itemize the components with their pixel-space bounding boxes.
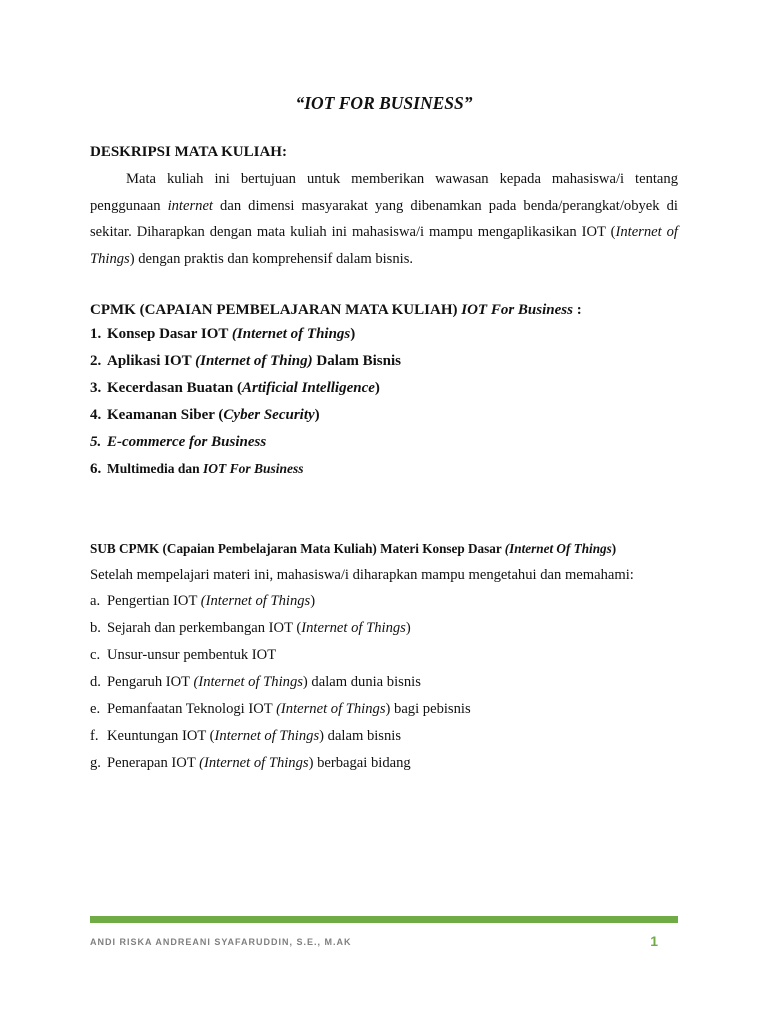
sub-cpmk-item-letter: a. <box>90 593 101 609</box>
cpmk-item <box>90 407 401 434</box>
sub-cpmk-intro: Setelah mempelajari materi ini, mahasiswa/i diharapkan mampu mengetahui dan memahami: <box>90 567 634 583</box>
sub-cpmk-item-text: Sejarah dan perkembangan IOT (Internet of Things) <box>107 620 411 636</box>
cpmk-item-text: Konsep Dasar IOT (Internet of Things) <box>107 326 356 342</box>
sub-cpmk-item-text: Keuntungan IOT (Internet of Things) dalam bisnis <box>107 728 402 744</box>
sub-cpmk-item-text: Pengaruh IOT (Internet of Things) dalam dunia bisnis <box>107 674 421 690</box>
sub-cpmk-item <box>90 647 471 674</box>
sub-cpmk-item <box>90 620 471 647</box>
sub-cpmk-heading <box>90 541 616 557</box>
cpmk-list <box>90 326 401 488</box>
cpmk-heading <box>90 302 582 319</box>
deskripsi-text-2: dan dimensi masyarakat yang dibenamkan pada benda/perangkat/obyek di sekitar. Diharapkan dengan mata kuliah ini mahasiswa/i mampu mengaplikasikan IOT ( <box>90 197 678 241</box>
sub-cpmk-item-text: Pemanfaatan Teknologi IOT (Internet of Things) bagi pebisnis <box>107 701 471 717</box>
sub-cpmk-item-letter: b. <box>90 620 101 636</box>
cpmk-heading-italic: IOT For Business <box>461 302 573 318</box>
footer-divider <box>90 916 678 923</box>
cpmk-item-text: Kecerdasan Buatan (Artificial Intelligence) <box>107 380 380 396</box>
cpmk-item-number: 6. <box>90 461 102 477</box>
cpmk-item-text: Multimedia dan IOT For Business <box>107 461 304 476</box>
sub-cpmk-item-letter: e. <box>90 701 101 717</box>
cpmk-item-number: 4. <box>90 407 102 423</box>
deskripsi-italic-1: internet <box>167 197 213 214</box>
sub-cpmk-heading-italic: (Internet Of Things <box>504 541 612 556</box>
cpmk-item-text: Aplikasi IOT (Internet of Thing) Dalam Bisnis <box>107 353 401 369</box>
cpmk-item <box>90 434 401 461</box>
deskripsi-italic-2: Internet of Things <box>90 224 678 267</box>
deskripsi-text-1: Mata kuliah ini bertujuan untuk memberikan wawasan kepada mahasiswa/i tentang penggunaan <box>90 171 678 214</box>
sub-cpmk-item-letter: g. <box>90 755 101 771</box>
sub-cpmk-item-text: Penerapan IOT (Internet of Things) berbagai bidang <box>107 755 411 771</box>
sub-cpmk-item <box>90 755 471 782</box>
cpmk-item-number: 2. <box>90 353 102 369</box>
deskripsi-paragraph <box>90 166 678 272</box>
sub-cpmk-item-letter: c. <box>90 647 101 663</box>
cpmk-item-number: 1. <box>90 326 102 342</box>
sub-cpmk-item-letter: f. <box>90 728 99 744</box>
cpmk-item-number: 5. <box>90 434 102 450</box>
sub-cpmk-item <box>90 593 471 620</box>
page-number: 1 <box>650 933 658 949</box>
sub-cpmk-item <box>90 674 471 701</box>
footer-author: ANDI RISKA ANDREANI SYAFARUDDIN, S.E., M.AK <box>90 937 352 947</box>
cpmk-item <box>90 380 401 407</box>
document-title: “IOT FOR BUSINESS” <box>295 93 473 113</box>
deskripsi-text-3: ) dengan praktis dan komprehensif dalam bisnis. <box>129 250 414 267</box>
sub-cpmk-list <box>90 593 471 782</box>
cpmk-heading-text: CPMK (CAPAIAN PEMBELAJARAN MATA KULIAH) <box>90 302 462 318</box>
sub-cpmk-item <box>90 728 471 755</box>
sub-cpmk-heading-suffix: ) <box>611 541 617 556</box>
sub-cpmk-item-text: Unsur-unsur pembentuk IOT <box>107 647 277 663</box>
sub-cpmk-heading-text: SUB CPMK (Capaian Pembelajaran Mata Kuliah) Materi Konsep Dasar <box>90 541 505 556</box>
cpmk-item-text: E-commerce for Business <box>107 434 267 450</box>
cpmk-heading-suffix: : <box>572 302 582 318</box>
sub-cpmk-item <box>90 701 471 728</box>
sub-cpmk-item-letter: d. <box>90 674 101 690</box>
cpmk-item <box>90 326 401 353</box>
cpmk-item-text: Keamanan Siber (Cyber Security) <box>107 407 320 423</box>
cpmk-item <box>90 353 401 380</box>
sub-cpmk-item-text: Pengertian IOT (Internet of Things) <box>107 593 316 609</box>
cpmk-item <box>90 461 401 488</box>
cpmk-item-number: 3. <box>90 380 102 396</box>
deskripsi-heading: DESKRIPSI MATA KULIAH: <box>90 144 287 160</box>
